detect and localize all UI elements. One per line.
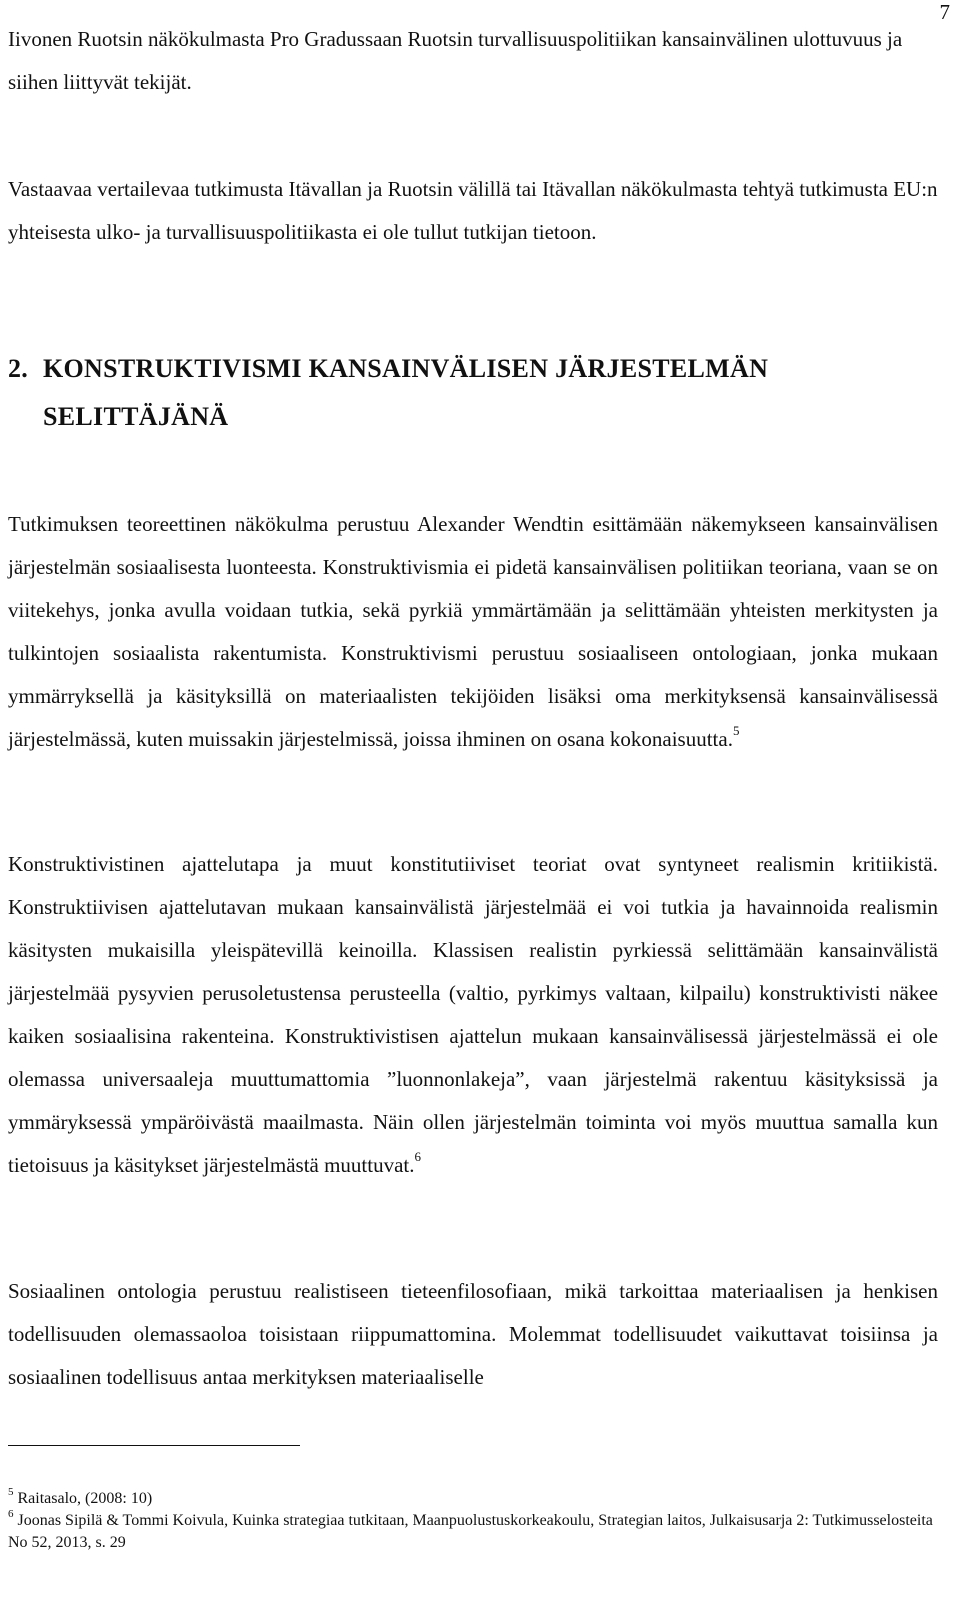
body-paragraph-3: Sosiaalinen ontologia perustuu realistiseen tieteenfilosofiaan, mikä tarkoittaa materiaalisen ja henkisen todellisuuden olemassaoloa toisistaan riippumattomina. Molemmat todellisuudet vaikuttavat toisiinsa ja sosiaalinen todellisuus antaa merkityksen materiaaliselle bbox=[8, 1279, 938, 1389]
section-title-line-1: KONSTRUKTIVISMI KANSAINVÄLISEN JÄRJESTELMÄN bbox=[43, 354, 769, 383]
page-number: 7 bbox=[939, 0, 950, 24]
intro-paragraph-1: Iivonen Ruotsin näkökulmasta Pro Gradussaan Ruotsin turvallisuuspolitiikan kansainvälinen ulottuvuus ja siihen liittyvät tekijät. bbox=[8, 27, 903, 94]
section-number: 2. bbox=[8, 354, 29, 383]
footnote-number: 5 bbox=[8, 1485, 14, 1498]
intro-paragraph-2: Vastaavaa vertailevaa tutkimusta Itävallan ja Ruotsin välillä tai Itävallan näkökulmasta tehtyä tutkimusta EU:n yhteisesta ulko- ja turvallisuuspolitiikasta ei ole tullut tutkijan tietoon. bbox=[8, 177, 938, 244]
footnote-6 bbox=[8, 1507, 938, 1554]
footnote-separator bbox=[8, 1445, 300, 1446]
footnote-text: Raitasalo, (2008: 10) bbox=[17, 1490, 153, 1507]
body-paragraph-1 bbox=[8, 503, 938, 761]
body-paragraph-2 bbox=[8, 843, 938, 1187]
body-paragraph-2-text: Konstruktivistinen ajattelutapa ja muut konstitutiiviset teoriat ovat syntyneet realismin kritiikistä. Konstruktiivisen ajattelutavan mukaan kansainvälistä järjestelmää ei voi tutkia ja havainnoida realismin käsitysten mukaisilla yleispätevillä keinoilla. Klassisen realistin pyrkiessä selittämään kansainvälistä järjestelmää pysyvien perusoletustensa perusteella (valtio, pyrkimys valtaan, kilpailu) konstruktivisti näkee kaiken sosiaalisina rakenteina. Konstruktivistisen ajattelun mukaan kansainvälisessä järjestelmässä ei ole olemassa universaaleja muuttumattomia ”luonnonlakeja”, vaan järjestelmä rakentuu käsityksissä ja ymmäryksessä ympäröivästä maailmasta. Näin ollen järjestelmän toiminta voi myös muuttua samalla kun tietoisuus ja käsitykset järjestelmästä muuttuvat. bbox=[8, 852, 938, 1177]
footnote-number: 6 bbox=[8, 1507, 14, 1520]
footnote-ref-6: 6 bbox=[414, 1149, 422, 1164]
footnotes bbox=[8, 1485, 938, 1554]
section-title-line-2: SELITTÄJÄNÄ bbox=[43, 402, 229, 431]
body-paragraph-1-text: Tutkimuksen teoreettinen näkökulma perustuu Alexander Wendtin esittämään näkemykseen kansainvälisen järjestelmän sosiaalisesta luonteesta. Konstruktivismia ei pidetä kansainvälisen politiikan teoriana, vaan se on viitekehys, jonka avulla voidaan tutkia, sekä pyrkiä ymmärtämään ja selittämään yhteisten merkitysten ja tulkintojen sosiaalista rakentumista. Konstruktivismi perustuu sosiaaliseen ontologiaan, jonka mukaan ymmärryksellä ja käsityksillä on materiaalisten tekijöiden lisäksi oma merkityksensä kansainvälisessä järjestelmässä, kuten muissakin järjestelmissä, joissa ihminen on osana kokonaisuutta. bbox=[8, 512, 938, 751]
footnote-ref-5: 5 bbox=[732, 723, 740, 738]
section-heading bbox=[8, 345, 938, 441]
footnote-5 bbox=[8, 1485, 938, 1510]
footnote-text: Joonas Sipilä & Tommi Koivula, Kuinka strategiaa tutkitaan, Maanpuolustuskorkeakoulu, Strategian laitos, Julkaisusarja 2: Tutkimusselosteita No 52, 2013, s. 29 bbox=[8, 1512, 933, 1551]
